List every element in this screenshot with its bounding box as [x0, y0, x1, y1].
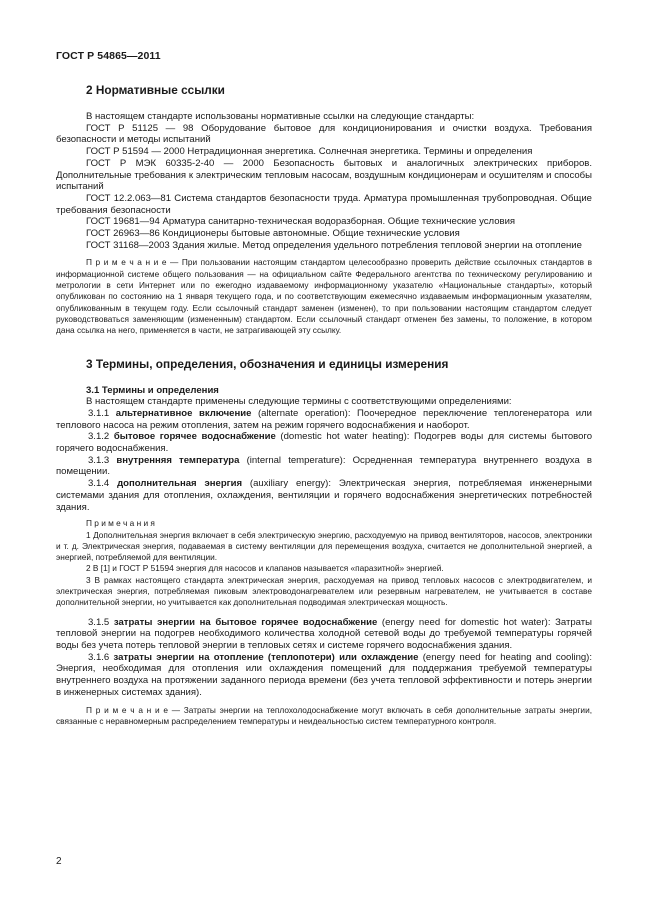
- note-label: П р и м е ч а н и е: [86, 257, 167, 268]
- term-text: (domestic hot water heating): Подогрев воды для системы бытового горячего водоснабжения.: [56, 431, 593, 455]
- term-number: 3.1.6: [88, 651, 114, 663]
- term-text: (energy need for domestic hot water): Затраты тепловой энергии на подогрев необходимого количества холодной сетевой воды до требуемой температуры горячей воды без учета потерь тепловой энергии в тепловых сетях и системе горячего водоснабжения здания.: [56, 616, 593, 652]
- term-number: 3.1.4: [88, 478, 118, 490]
- reference-item: ГОСТ Р 51594 — 2000 Нетрадиционная энергетика. Солнечная энергетика. Термины и определения: [86, 146, 533, 158]
- reference-item: ГОСТ 31168—2003 Здания жилые. Метод определения удельного потребления тепловой энергии на отопление: [86, 239, 582, 251]
- final-note: [56, 705, 592, 728]
- term-definition: [56, 652, 592, 699]
- subsection-3-1-intro: В настоящем стандарте применены следующие термины с соответствующими определениями:: [86, 396, 512, 408]
- section-3-title: 3 Термины, определения, обозначения и единицы измерения: [86, 356, 449, 371]
- note-item: 2 В [1] и ГОСТ Р 51594 энергия для насосов и клапанов называется «паразитной» энергией.: [86, 563, 444, 574]
- term-name: бытовое горячее водоснабжение: [113, 431, 276, 443]
- term-text: (internal temperature): Осредненная температура внутреннего воздуха в помещении.: [56, 454, 592, 478]
- term-text: (energy need for heating and cooling): Энергия, необходимая для отопления или охлаждения помещений для поддержания требуемой температуры внутреннего воздуха на протяжении заданного периода времени (без учета тепловой эффективности и потерь энергии в инженерных системах здания).: [56, 651, 593, 698]
- term-name: дополнительная энергия: [117, 478, 243, 490]
- term-definition: [56, 455, 592, 478]
- term-name: альтернативное включение: [115, 407, 252, 419]
- term-definition: [56, 478, 592, 513]
- section-2-body: [56, 111, 592, 337]
- section-2-title: 2 Нормативные ссылки: [86, 83, 225, 97]
- term-name: затраты энергии на отопление (теплопотери) или охлаждение: [113, 651, 419, 663]
- term-number: 3.1.3: [88, 454, 117, 466]
- note-label: П р и м е ч а н и е: [86, 704, 168, 715]
- term-name: внутренняя температура: [116, 454, 240, 466]
- reference-item: ГОСТ 12.2.063—81 Система стандартов безопасности труда. Арматура промышленная трубопроводная. Общие требования безопасности: [56, 192, 592, 216]
- note-text: — Затраты энергии на теплохолодоснабжение могут включать в себя дополнительные затраты энергии, связанные с неравномерным распределением температуры и неидеальностью систем температурного контроля.: [56, 704, 593, 726]
- subsection-3-1-title: 3.1 Термины и определения: [86, 384, 219, 396]
- reference-item: ГОСТ Р 51125 — 98 Оборудование бытовое для кондиционирования и очистки воздуха. Требования безопасности и методы испытаний: [56, 122, 592, 146]
- reference-item: ГОСТ 26963—86 Кондиционеры бытовые автономные. Общие технические условия: [86, 228, 460, 240]
- term-definition: [56, 617, 592, 652]
- term-text: (auxiliary energy): Электрическая энергия, потребляемая инженерными системами здания для отопления, охлаждения, вентиляции и горячего водоснабжения энергетических потребностей здания.: [56, 478, 592, 513]
- document-code-header: ГОСТ Р 54865—2011: [56, 50, 161, 62]
- note-item: 1 Дополнительная энергия включает в себя электрическую энергию, расходуемую на привод вентиляторов, насосов, электроники и т. д. Электрическая энергия, подаваемая в систему вентиляции для перемещения воздуха, считается не дополнительной энергией, а энергией, потребляемой для вентиляции.: [56, 529, 592, 563]
- notes-label: П р и м е ч а н и я: [86, 518, 155, 529]
- term-definition: [56, 408, 592, 431]
- term-definition: [56, 431, 592, 454]
- reference-item: ГОСТ 19681—94 Арматура санитарно-техническая водоразборная. Общие технические условия: [86, 216, 516, 228]
- section-2-note: [56, 257, 592, 336]
- term-name: затраты энергии на бытовое горячее водоснабжение: [113, 616, 378, 628]
- page-number: 2: [56, 856, 62, 867]
- term-number: 3.1.1: [88, 407, 116, 419]
- section-2-intro: В настоящем стандарте использованы нормативные ссылки на следующие стандарты:: [86, 111, 475, 122]
- note-item: 3 В рамках настоящего стандарта электрическая энергия, расходуемая на привод тепловых насосов с электродвигателем, и электрическая энергия, потребляемая пиковым электроводонагревателем или резервным нагревателем, не учитывается в составе дополнительной энергии, но учитывается как дополнительная подводимая электрическая мощность.: [56, 574, 592, 608]
- section-3-body: [56, 385, 592, 728]
- page-content: [56, 75, 592, 727]
- reference-item: ГОСТ Р МЭК 60335-2-40 — 2000 Безопасность бытовых и аналогичных электрических приборов. Дополнительные требования к электрическим тепловым насосам, воздушным кондиционерам и осушителям и способы испытаний: [56, 157, 592, 193]
- term-number: 3.1.2: [88, 431, 114, 443]
- term-text: (alternate operation): Поочередное переключение теплогенератора или теплового насоса на режим отопления, затем на режим горячего водоснабжения и наоборот.: [56, 407, 592, 431]
- note-text: — При пользовании настоящим стандартом целесообразно проверить действие ссылочных стандартов в информационной системе общего пользования — на официальном сайте Федерального агентства по техническому регулированию и метрологии в сети Интернет или по ежегодно издаваемому информационному указателю «Национальные стандарты», который опубликован по состоянию на 1 января текущего года, и по соответствующим ежемесячно издаваемым информационным указателям, опубликованным в текущем году. Если ссылочный стандарт заменен (изменен), то при пользовании настоящим стандартом следует руководствоваться заменяющим (измененным) стандартом. Если ссылочный стандарт отменен без замены, то положение, в котором дана ссылка на него, применяется в части, не затрагивающей эту ссылку.: [56, 257, 592, 336]
- term-number: 3.1.5: [88, 616, 114, 628]
